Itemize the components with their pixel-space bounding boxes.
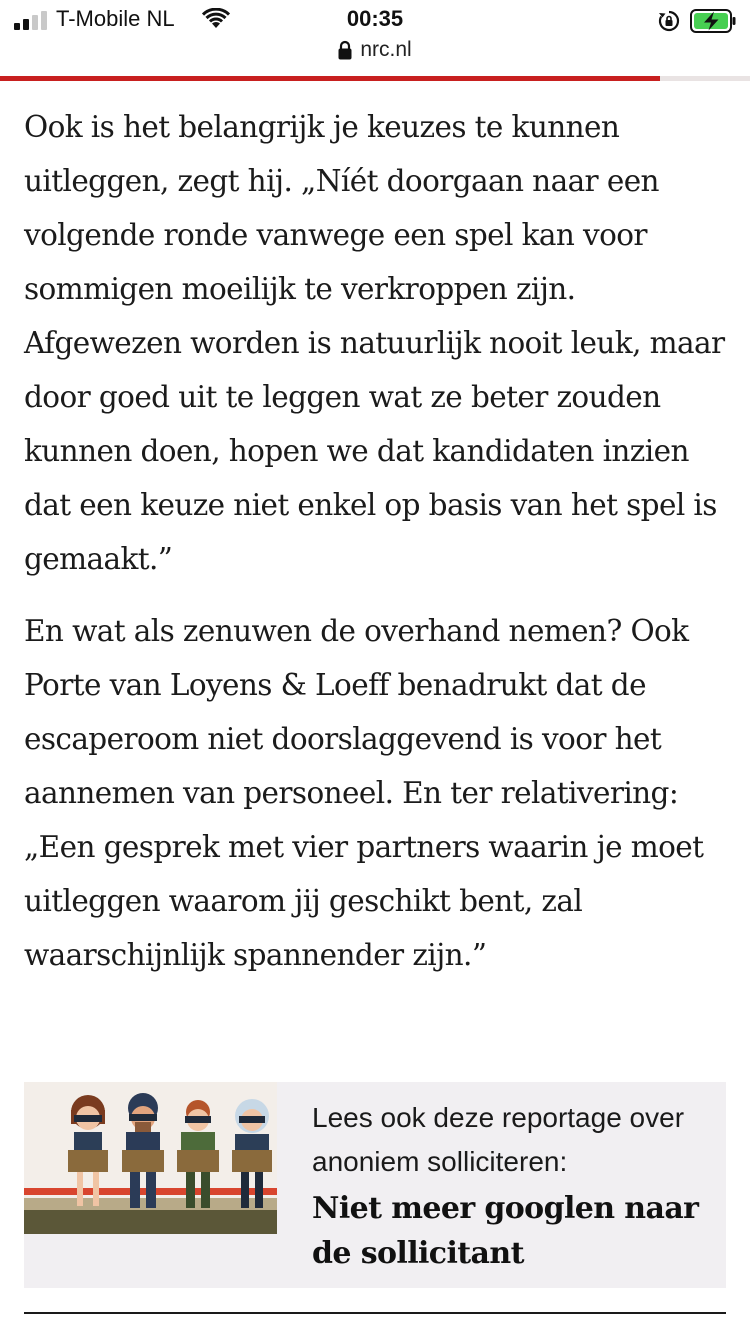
reading-progress-fill — [0, 76, 660, 81]
article-paragraph: Ook is het belangrijk je keuzes te kunnen uitleggen, zegt hij. „Níét doorgaan naar een volgende ronde vanwege een spel kan voor sommigen moeilijk te verkroppen zijn. Afgewezen worden is natuurlijk nooit leuk, maar door goed uit te leggen wat ze beter zouden kunnen doen, hopen we dat kandidaten inzien dat een keuze niet enkel op basis van het spel is gemaakt.” — [24, 110, 725, 576]
related-article-card[interactable] — [24, 1082, 726, 1288]
reading-progress-bar — [0, 76, 750, 81]
article-body — [24, 100, 734, 1000]
battery-charging-icon — [690, 9, 736, 33]
related-article-image — [24, 1082, 277, 1234]
address-bar[interactable] — [0, 38, 750, 68]
related-article-text[interactable] — [312, 1096, 712, 1276]
url-domain: nrc.nl — [360, 38, 412, 61]
divider — [24, 1312, 726, 1314]
related-article-intro: Lees ook deze reportage over anoniem solliciteren: — [312, 1102, 685, 1177]
clock: 00:35 — [346, 6, 404, 31]
related-article-title[interactable]: Niet meer googlen naar de sollicitant — [312, 1191, 699, 1271]
orientation-lock-icon — [657, 9, 681, 33]
carrier-name: T-Mobile NL — [56, 6, 175, 31]
lock-icon — [338, 40, 352, 60]
article-paragraph: En wat als zenuwen de overhand nemen? Ook Porte van Loyens & Loeff benadrukt dat de escaperoom niet doorslaggevend is voor het aannemen van personeel. En ter relativering: „Een gesprek met vier partners waarin je moet uitleggen waarom jij geschikt bent, zal waarschijnlijk spannender zijn.” — [24, 614, 704, 972]
